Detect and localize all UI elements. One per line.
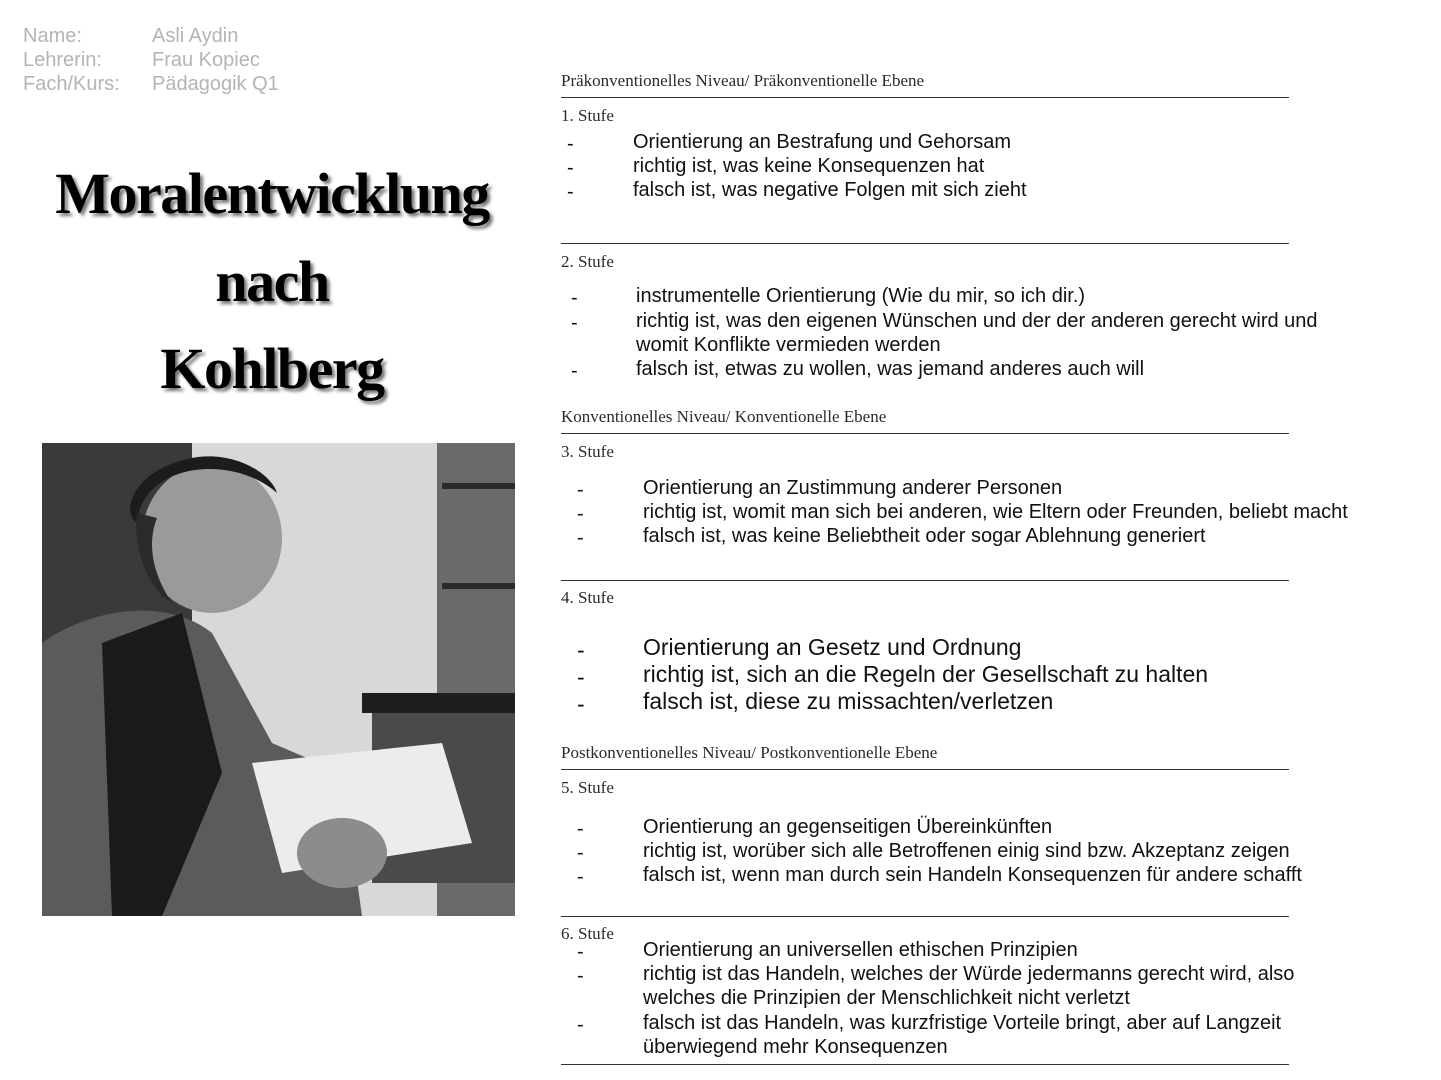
stage-2-item: falsch ist, etwas zu wollen, was jemand anderes auch will bbox=[636, 358, 1145, 380]
bullet-dash: - bbox=[577, 479, 584, 501]
stage-1-label: 1. Stufe bbox=[561, 106, 614, 125]
stage-1-item: Orientierung an Bestrafung und Gehorsam bbox=[633, 131, 1011, 153]
bullet-dash: - bbox=[577, 842, 584, 864]
stage-2-item: womit Konflikte vermieden werden bbox=[636, 334, 941, 356]
stage-6-item: welches die Prinzipien der Menschlichkeit nicht verletzt bbox=[643, 987, 1130, 1009]
stage-2-label: 2. Stufe bbox=[561, 252, 614, 271]
stage-5-item: richtig ist, worüber sich alle Betroffenen einig sind bzw. Akzeptanz zeigen bbox=[643, 840, 1290, 862]
stage-6-item: falsch ist das Handeln, was kurzfristige Vorteile bringt, aber auf Langzeit bbox=[643, 1012, 1282, 1034]
bullet-dash: - bbox=[577, 941, 584, 963]
bullet-dash: - bbox=[577, 664, 585, 690]
bullet-dash: - bbox=[571, 312, 578, 334]
stage-3-label: 3. Stufe bbox=[561, 442, 614, 461]
stage-2-item: instrumentelle Orientierung (Wie du mir, so ich dir.) bbox=[636, 285, 1086, 307]
name-value: Asli Aydin bbox=[152, 25, 239, 47]
stage-5-label: 5. Stufe bbox=[561, 778, 614, 797]
name-label: Name: bbox=[23, 25, 82, 47]
page-title-line-2: nach bbox=[215, 249, 329, 314]
stage-1-item: richtig ist, was keine Konsequenzen hat bbox=[633, 155, 985, 177]
level-heading-conv: Konventionelles Niveau/ Konventionelle Ebene bbox=[561, 407, 887, 426]
level-heading-pre: Präkonventionelles Niveau/ Präkonventionelle Ebene bbox=[561, 71, 925, 90]
teacher-value: Frau Kopiec bbox=[152, 49, 260, 71]
bullet-dash: - bbox=[577, 1014, 584, 1036]
stage-5-item: falsch ist, wenn man durch sein Handeln Konsequenzen für andere schafft bbox=[643, 864, 1302, 886]
stage-6-label: 6. Stufe bbox=[561, 924, 614, 943]
stage-4-item: richtig ist, sich an die Regeln der Gesellschaft zu halten bbox=[643, 661, 1209, 687]
page-title-line-1: Moralentwicklung bbox=[55, 161, 489, 226]
stage-6-item: überwiegend mehr Konsequenzen bbox=[643, 1036, 948, 1058]
stage-3-item: Orientierung an Zustimmung anderer Personen bbox=[643, 477, 1063, 499]
stage-4-label: 4. Stufe bbox=[561, 588, 614, 607]
bullet-dash: - bbox=[571, 360, 578, 382]
divider bbox=[561, 243, 1289, 244]
stage-6-item: Orientierung an universellen ethischen Prinzipien bbox=[643, 939, 1078, 961]
stage-5-item: Orientierung an gegenseitigen Übereinkünften bbox=[643, 816, 1053, 838]
bullet-dash: - bbox=[567, 181, 574, 203]
course-label: Fach/Kurs: bbox=[23, 73, 120, 95]
divider bbox=[561, 580, 1289, 581]
divider bbox=[561, 97, 1289, 98]
bullet-dash: - bbox=[567, 133, 574, 155]
level-heading-post: Postkonventionelles Niveau/ Postkonventionelle Ebene bbox=[561, 743, 938, 762]
stage-4-item: falsch ist, diese zu missachten/verletzen bbox=[643, 688, 1054, 714]
stage-2-item: richtig ist, was den eigenen Wünschen und der der anderen gerecht wird und bbox=[636, 310, 1318, 332]
bullet-dash: - bbox=[571, 287, 578, 309]
stage-3-item: falsch ist, was keine Beliebtheit oder sogar Ablehnung generiert bbox=[643, 525, 1206, 547]
bullet-dash: - bbox=[577, 965, 584, 987]
stage-6-item: richtig ist das Handeln, welches der Würde jedermanns gerecht wird, also bbox=[643, 963, 1295, 985]
divider bbox=[561, 916, 1289, 917]
stage-1-item: falsch ist, was negative Folgen mit sich zieht bbox=[633, 179, 1027, 201]
stage-4-item: Orientierung an Gesetz und Ordnung bbox=[643, 634, 1022, 660]
teacher-label: Lehrerin: bbox=[23, 49, 102, 71]
bullet-dash: - bbox=[577, 637, 585, 663]
stage-3-item: richtig ist, womit man sich bei anderen, wie Eltern oder Freunden, beliebt macht bbox=[643, 501, 1348, 523]
divider bbox=[561, 1064, 1289, 1065]
bullet-dash: - bbox=[577, 691, 585, 717]
portrait-illustration bbox=[42, 443, 515, 916]
bullet-dash: - bbox=[577, 527, 584, 549]
portrait-photo bbox=[42, 443, 515, 916]
course-value: Pädagogik Q1 bbox=[152, 73, 279, 95]
bullet-dash: - bbox=[577, 503, 584, 525]
divider bbox=[561, 769, 1289, 770]
bullet-dash: - bbox=[567, 157, 574, 179]
bullet-dash: - bbox=[577, 818, 584, 840]
bullet-dash: - bbox=[577, 866, 584, 888]
page-title-line-3: Kohlberg bbox=[160, 336, 384, 401]
divider bbox=[561, 433, 1289, 434]
